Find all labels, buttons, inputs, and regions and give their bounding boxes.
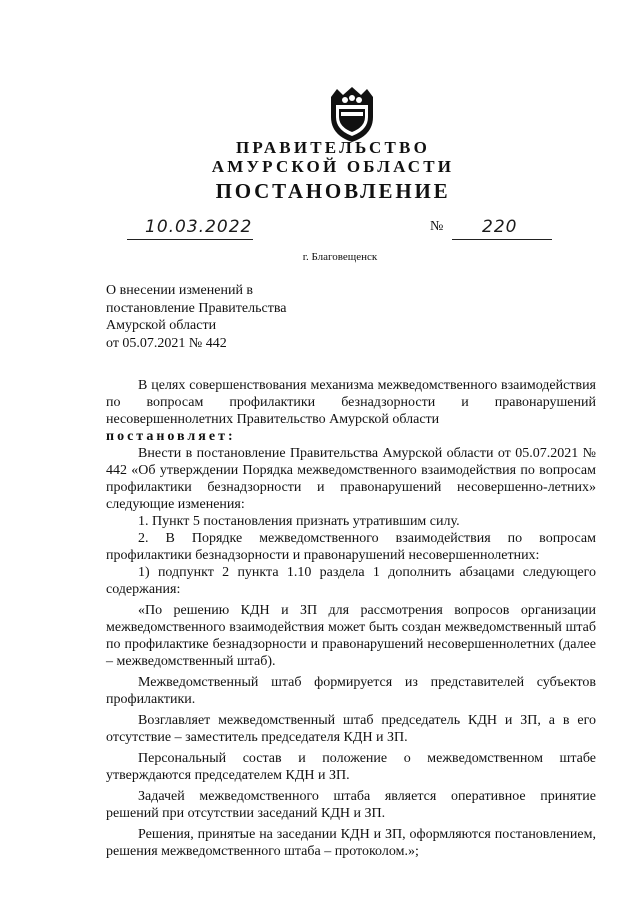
paragraph: «По решению КДН и ЗП для рассмотрения вопросов организации межведомственного взаимодействия может быть создан межведомственный штаб по профилактике безнадзорности и правонарушений несовершеннолетних (далее – межведомственный штаб). [106, 603, 596, 669]
date-field [127, 215, 253, 240]
subject-line: постановление Правительства [106, 300, 287, 316]
paragraph: Возглавляет межведомственный штаб председатель КДН и ЗП, а в его отсутствие – заместитель председателя КДН и ЗП. [106, 713, 596, 745]
paragraph: Персональный состав и положение о межведомственном штабе утверждаются председателем КДН и ЗП. [106, 751, 596, 783]
paragraph: 1. Пункт 5 постановления признать утратившим силу. [138, 514, 460, 529]
handwritten-date: 10.03.2022 [145, 217, 253, 237]
subject-block [106, 282, 356, 352]
region-name: АМУРСКОЙ ОБЛАСТИ [211, 157, 455, 176]
number-label: № [430, 219, 444, 234]
coat-of-arms-icon [327, 87, 377, 143]
paragraph: Внести в постановление Правительства Амурской области от 05.07.2021 № 442 «Об утверждении Порядка межведомственного взаимодействия по вопросам профилактики безнадзорности и правонарушений несовершенно-летних» следующие изменения: [106, 446, 596, 512]
paragraph: Решения, принятые на заседании КДН и ЗП, оформляются постановлением, решения межведомственного штаба – протоколом.»; [106, 827, 596, 859]
decree-word: постановляет: [106, 429, 236, 444]
subject-line: О внесении изменений в [106, 283, 254, 298]
paragraph: 1) подпункт 2 пункта 1.10 раздела 1 дополнить абзацами следующего содержания: [106, 565, 596, 597]
city-line: г. Благовещенск [302, 251, 378, 263]
document-body [106, 377, 596, 860]
subject-line: от 05.07.2021 № 442 [106, 335, 227, 351]
paragraph: 2. В Порядке межведомственного взаимодействия по вопросам профилактики безнадзорности и правонарушений несовершеннолетних: [106, 531, 596, 563]
paragraph: Межведомственный штаб формируется из представителей субъектов профилактики. [106, 675, 596, 707]
paragraph: Задачей межведомственного штаба является оперативное принятие решений при отсутствии заседаний КДН и ЗП. [106, 789, 596, 821]
subject-line: Амурской области [106, 318, 217, 333]
preamble: В целях совершенствования механизма межведомственного взаимодействия по вопросам профилактики безнадзорности и правонарушений несовершеннолетних Правительство Амурской области [106, 378, 596, 427]
handwritten-number: 220 [482, 217, 518, 237]
document-type: ПОСТАНОВЛЕНИЕ [215, 179, 451, 203]
government-name: ПРАВИТЕЛЬСТВО [236, 138, 430, 157]
number-field [452, 215, 552, 240]
